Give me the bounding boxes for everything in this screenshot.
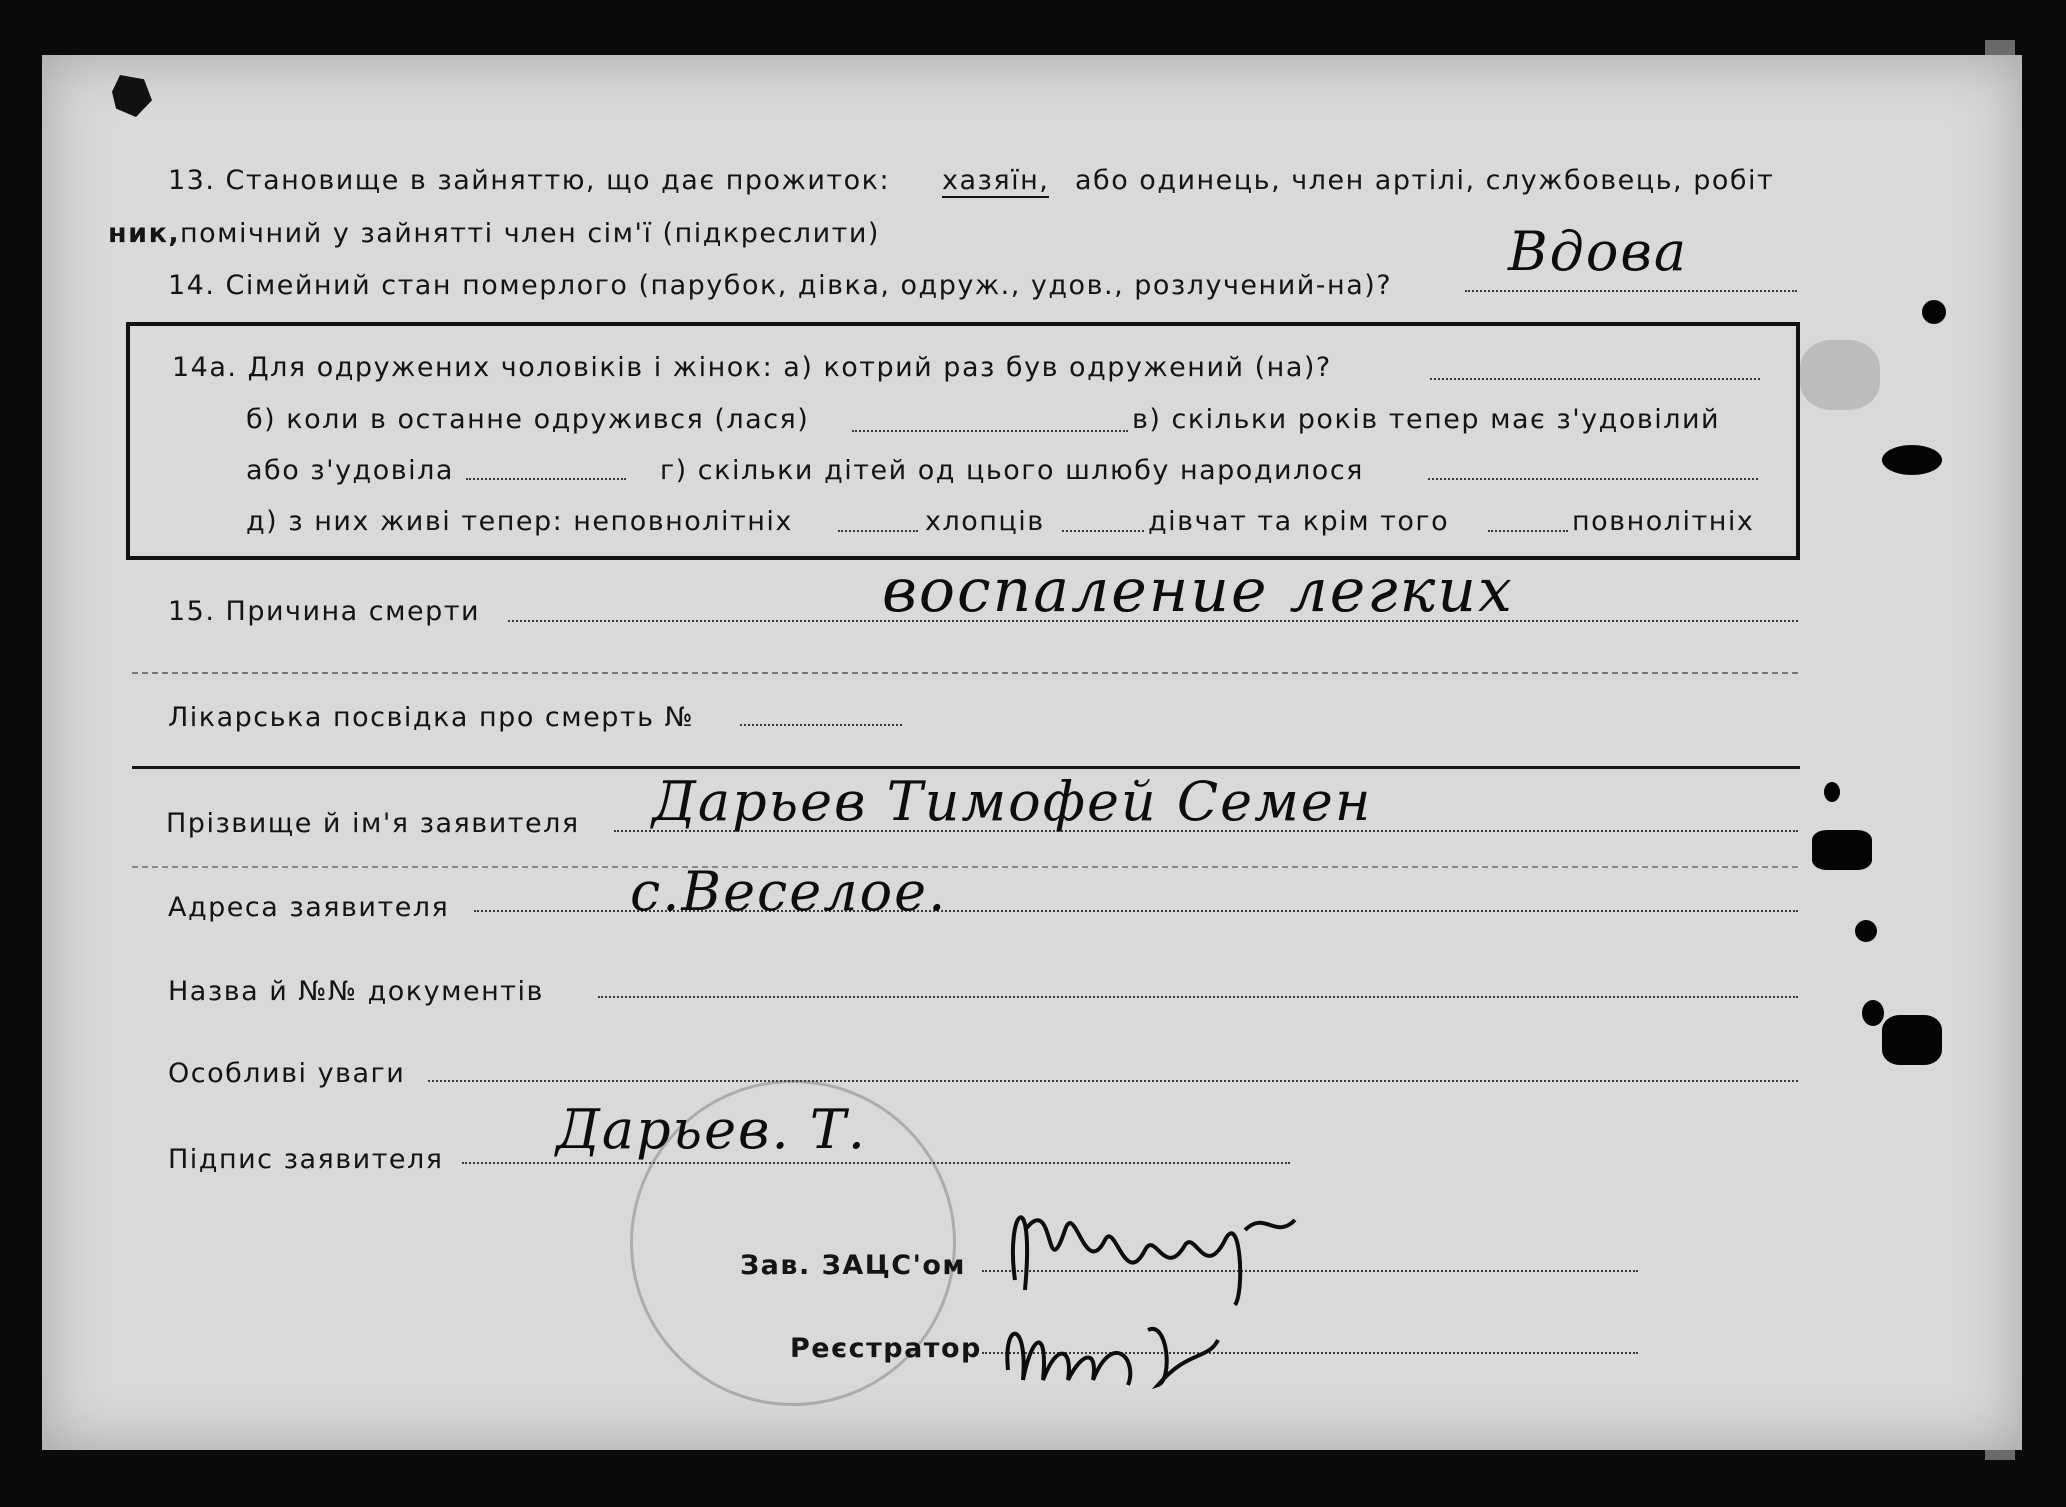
remarks-field-line (428, 1080, 1798, 1082)
registrar-label: Реєстратор (790, 1333, 982, 1364)
item13-lead: 13. Становище в зайняттю, що дає прожиток: (168, 165, 891, 196)
item14a-line4b: хлопців (925, 506, 1045, 537)
head-label: Зав. ЗАЦС'ом (740, 1250, 966, 1281)
head-signature-icon (995, 1170, 1315, 1310)
applicant-address-value: с.Веселое. (630, 860, 948, 923)
item14a-a-field (1430, 378, 1760, 380)
item14a-line2b: в) скільки років тепер має з'удовілий (1132, 404, 1721, 435)
documents-field-line (598, 996, 1798, 998)
item14a-line2a: б) коли в останне одружився (лася) (246, 404, 810, 435)
binding-hole-icon (1922, 300, 1946, 324)
applicant-signature-field-line (462, 1162, 1290, 1164)
medical-label: Лікарська посвідка про смерть № (168, 702, 695, 733)
medical-field-line (740, 724, 902, 726)
binding-hole-icon (1855, 920, 1877, 942)
section-rule (132, 766, 1800, 769)
item14a-v-field (466, 478, 626, 480)
binding-hole-icon (1824, 782, 1840, 802)
item15-value: воспаление легких (882, 556, 1514, 626)
item14-field-line (1465, 290, 1797, 292)
item13-line2: помічний у зайнятті член сім'ї (підкреслити) (180, 218, 880, 249)
item13-line2-start: ник, (108, 218, 181, 249)
item13-options: або одинець, член артілі, службовець, робіт (1075, 165, 1775, 196)
item14-label: 14. Сімейний стан померлого (парубок, дівка, одруж., удов., розлучений-на)? (168, 270, 1393, 301)
item14a-g-field (1428, 478, 1758, 480)
item14a-b-field (852, 430, 1128, 432)
item13-underlined-option: хазяїн, (942, 165, 1050, 196)
registrar-signature-icon (998, 1290, 1228, 1400)
documents-label: Назва й №№ документів (168, 976, 544, 1007)
section-divider (132, 672, 1798, 674)
item14a-line4c: дівчат та крім того (1148, 506, 1450, 537)
item14-value: Вдова (1508, 220, 1689, 283)
item14a-d-field-3 (1488, 530, 1568, 532)
applicant-name-label: Прізвище й ім'я заявителя (166, 808, 580, 839)
item14a-line1: 14а. Для одружених чоловіків і жінок: а) котрий раз був одружений (на)? (172, 352, 1332, 383)
item14a-d-field-1 (838, 530, 918, 532)
binding-hole-icon (1882, 1015, 1942, 1065)
binding-hole-icon (1862, 1000, 1884, 1026)
item15-label: 15. Причина смерти (168, 596, 481, 627)
item14a-d-field-2 (1062, 530, 1144, 532)
binding-hole-icon (1812, 830, 1872, 870)
applicant-name-value: Дарьев Тимофей Семен (652, 770, 1373, 833)
item14a-line4d: повнолітніх (1572, 506, 1755, 537)
applicant-signature-value: Дарьев. Т. (556, 1098, 867, 1161)
applicant-address-label: Адреса заявителя (168, 892, 450, 923)
item14a-line3a: або з'удовіла (246, 455, 454, 486)
remarks-label: Особливі уваги (168, 1058, 406, 1089)
item14a-line3b: г) скільки дітей од цього шлюбу народилося (660, 455, 1364, 486)
binding-hole-icon (1882, 445, 1942, 475)
tear-mark (1800, 340, 1880, 410)
section-divider (132, 866, 1798, 868)
applicant-signature-label: Підпис заявителя (168, 1144, 444, 1175)
item14a-line4a: д) з них живі тепер: неповнолітніх (246, 506, 793, 537)
